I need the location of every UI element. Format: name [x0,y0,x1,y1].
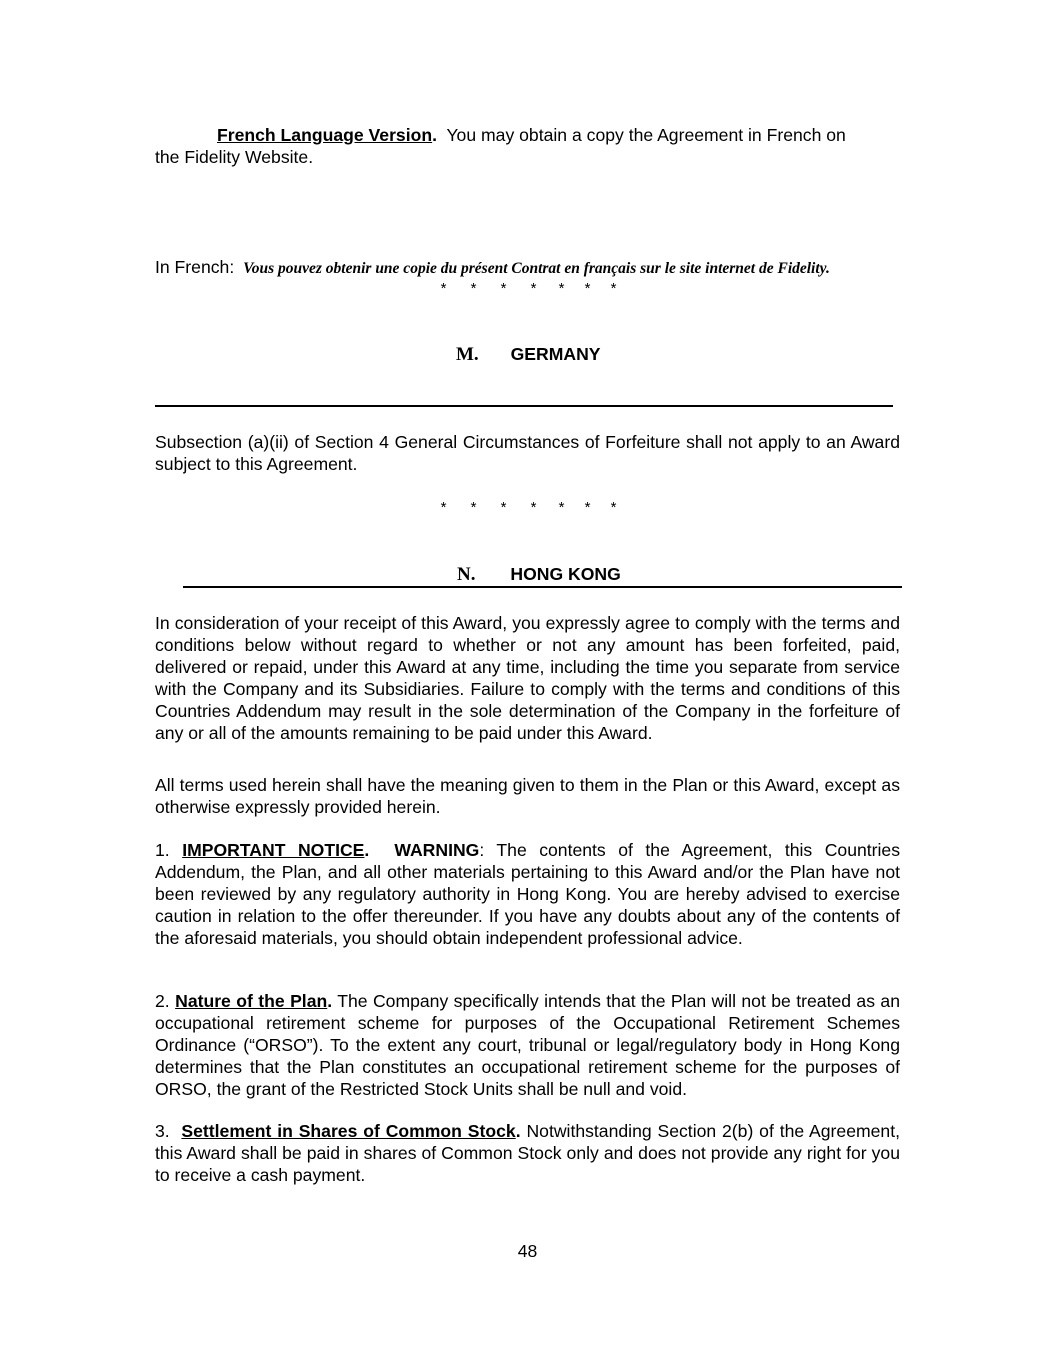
page-number: 48 [517,1241,538,1261]
star: * [470,499,477,516]
item-number: 1. [155,840,170,860]
star: * [610,280,617,297]
section-letter: M. [456,344,479,365]
in-french-label: In French: [155,257,235,277]
hong-kong-rule [183,586,902,588]
item-important-notice [155,839,900,949]
french-body-line2: the Fidelity Website. [155,147,314,167]
item-body: Notwithstanding Section 2(b) of the Agreement, this Award shall be paid in shares of Common Stock only and does not provide any right for you to receive a cash payment. [155,1121,900,1185]
item-settlement [155,1120,900,1186]
french-language-heading: French Language Version [217,125,433,145]
separator-stars [0,497,1055,519]
item-body: : The contents of the Agreement, this Countries Addendum, the Plan, and all other materials pertaining to this Award and/or the Plan have not been reviewed by any regulatory authority in Hong Kong. You are hereby advised to exercise caution in relation to the offer thereunder. If you have any doubts about any of the contents of the aforesaid materials, you should obtain independent professional advice. [155,840,900,948]
star: * [500,499,507,516]
star: * [440,280,447,297]
star: * [584,499,591,516]
star: * [558,499,565,516]
item-heading: Nature of the Plan [175,991,328,1011]
in-french-text: Vous pouvez obtenir une copie du présent Contrat en français sur le site internet de Fidelity. [243,260,830,277]
hong-kong-intro: In consideration of your receipt of this Award, you expressly agree to comply with the terms and conditions below without regard to whether or not any amount has been forfeited, paid, delivered or repaid, under this Award at any time, including the time you separate from service with the Company and its Subsidiaries. Failure to comply with the terms and conditions of this Countries Addendum may result in the sole determination of the Company in the forfeiture of any or all of the amounts remaining to be paid under this Award. [155,613,900,743]
star: * [470,280,477,297]
star: * [500,280,507,297]
item-heading: Settlement in Shares of Common Stock [181,1121,516,1141]
item-heading-punct: . [364,840,370,860]
star: * [530,499,537,516]
star: * [530,280,537,297]
section-letter: N. [457,564,476,585]
star: * [440,499,447,516]
section-header-hong-kong [457,563,621,586]
germany-rule [155,405,893,407]
item-heading: IMPORTANT NOTICE [182,840,365,860]
star: * [558,280,565,297]
item-number: 3. [155,1121,170,1141]
item-number: 2. [155,991,170,1011]
french-language-paragraph [155,124,900,168]
in-french-line [155,256,915,280]
separator-stars [0,278,1055,300]
item-heading-punct: . [515,1121,521,1141]
hong-kong-terms: All terms used herein shall have the meaning given to them in the Plan or this Award, except as otherwise expressly provided herein. [155,775,900,817]
section-title: GERMANY [510,344,601,364]
warning-label: WARNING [394,840,480,860]
french-heading-punct: . [432,125,437,145]
french-body-line1: You may obtain a copy the Agreement in French on [436,125,846,145]
section-header-germany [456,343,601,366]
germany-body: Subsection (a)(ii) of Section 4 General Circumstances of Forfeiture shall not apply to an Award subject to this Agreement. [155,432,900,474]
item-body: The Company specifically intends that the Plan will not be treated as an occupational retirement scheme for purposes of the Occupational Retirement Schemes Ordinance (“ORSO”). To the extent any court, tribunal or legal/regulatory body in Hong Kong determines that the Plan constitutes an occupational retirement scheme for the purposes of ORSO, the grant of the Restricted Stock Units shall be null and void. [155,991,901,1099]
star: * [584,280,591,297]
item-nature-of-plan [155,990,900,1100]
star: * [610,499,617,516]
section-title: HONG KONG [510,564,621,584]
item-heading-punct: . [327,991,333,1011]
